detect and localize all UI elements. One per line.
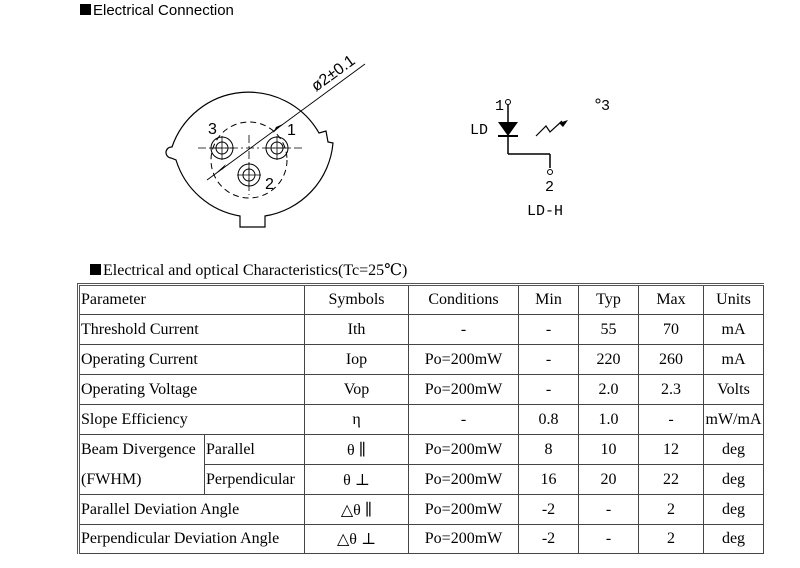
table-row xyxy=(80,375,764,405)
schematic-pin1-label: 1 xyxy=(495,98,505,115)
characteristics-table xyxy=(77,283,764,554)
param-cell: Beam Divergence xyxy=(80,435,205,465)
table-row xyxy=(80,345,764,375)
typ-cell: 55 xyxy=(579,315,639,345)
max-cell: 2.3 xyxy=(639,375,704,405)
pin-1 xyxy=(265,136,289,160)
section-title: Electrical Connection xyxy=(93,2,234,19)
min-cell: 16 xyxy=(519,465,579,495)
param-cell: Operating Current xyxy=(80,345,305,375)
min-cell: 0.8 xyxy=(519,405,579,435)
pin-label-3: 3 xyxy=(208,121,217,138)
schematic-ldh-label: LD-H xyxy=(527,203,564,220)
symbol-cell: Iop xyxy=(305,345,409,375)
diameter-dimension-line xyxy=(207,64,365,180)
param-cell: (FWHM) xyxy=(80,465,205,495)
schematic-ld-label: LD xyxy=(470,122,489,139)
laser-diode-schematic xyxy=(470,98,610,220)
subparam-cell: Perpendicular xyxy=(205,465,305,495)
table-row xyxy=(80,435,764,465)
condition-cell: - xyxy=(409,315,519,345)
param-cell: Operating Voltage xyxy=(80,375,305,405)
condition-cell: Po=200mW xyxy=(409,345,519,375)
header-units: Units xyxy=(704,286,764,315)
typ-cell: 10 xyxy=(579,435,639,465)
unit-cell: deg xyxy=(704,435,764,465)
symbol-cell: θ ⊥ xyxy=(305,465,409,495)
table-row xyxy=(80,465,764,495)
schematic-pin3-label: 3 xyxy=(601,98,611,115)
symbol-cell: θ ∥ xyxy=(305,435,409,465)
max-cell: 260 xyxy=(639,345,704,375)
condition-cell: Po=200mW xyxy=(409,525,519,554)
unit-cell: Volts xyxy=(704,375,764,405)
symbol-cell: △θ ⊥ xyxy=(305,525,409,554)
unit-cell: deg xyxy=(704,465,764,495)
typ-cell: - xyxy=(579,495,639,525)
max-cell: - xyxy=(639,405,704,435)
symbol-cell: Ith xyxy=(305,315,409,345)
symbol-cell: △θ ∥ xyxy=(305,495,409,525)
table-header-row xyxy=(80,286,764,315)
max-cell: 2 xyxy=(639,525,704,554)
typ-cell: 20 xyxy=(579,465,639,495)
unit-cell: deg xyxy=(704,525,764,554)
max-cell: 12 xyxy=(639,435,704,465)
min-cell: - xyxy=(519,345,579,375)
diameter-label: ø2±0.1 xyxy=(308,52,359,96)
min-cell: - xyxy=(519,315,579,345)
condition-cell: Po=200mW xyxy=(409,375,519,405)
param-cell: Slope Efficiency xyxy=(80,405,305,435)
schematic-pin2-label: 2 xyxy=(545,179,555,196)
header-typ: Typ xyxy=(579,286,639,315)
param-cell: Parallel Deviation Angle xyxy=(80,495,305,525)
header-parameter: Parameter xyxy=(80,286,305,315)
diode-triangle-icon xyxy=(498,122,518,136)
condition-cell: - xyxy=(409,405,519,435)
condition-cell: Po=200mW xyxy=(409,435,519,465)
typ-cell: 2.0 xyxy=(579,375,639,405)
max-cell: 70 xyxy=(639,315,704,345)
max-cell: 22 xyxy=(639,465,704,495)
table-row xyxy=(80,495,764,525)
typ-cell: - xyxy=(579,525,639,554)
typ-cell: 220 xyxy=(579,345,639,375)
unit-cell: mA xyxy=(704,345,764,375)
param-cell: Perpendicular Deviation Angle xyxy=(80,525,305,554)
package-outline xyxy=(166,92,333,227)
header-symbols: Symbols xyxy=(305,286,409,315)
table-row xyxy=(80,525,764,554)
header-max: Max xyxy=(639,286,704,315)
pin-3 xyxy=(210,136,234,160)
condition-cell: Po=200mW xyxy=(409,465,519,495)
pin-label-1: 1 xyxy=(287,122,296,139)
section-heading-characteristics xyxy=(90,262,407,280)
param-cell: Threshold Current xyxy=(80,315,305,345)
table-row xyxy=(80,405,764,435)
header-min: Min xyxy=(519,286,579,315)
pin-label-2: 2 xyxy=(265,176,274,193)
subparam-cell: Parallel xyxy=(205,435,305,465)
max-cell: 2 xyxy=(639,495,704,525)
table-row xyxy=(80,315,764,345)
symbol-cell: η xyxy=(305,405,409,435)
min-cell: 8 xyxy=(519,435,579,465)
unit-cell: mA xyxy=(704,315,764,345)
symbol-cell: Vop xyxy=(305,375,409,405)
min-cell: -2 xyxy=(519,525,579,554)
pin-2 xyxy=(237,163,261,187)
emission-arrow-icon xyxy=(536,121,562,136)
typ-cell: 1.0 xyxy=(579,405,639,435)
min-cell: -2 xyxy=(519,495,579,525)
min-cell: - xyxy=(519,375,579,405)
bullet-square-icon xyxy=(90,264,101,275)
condition-cell: Po=200mW xyxy=(409,495,519,525)
section-title: Electrical and optical Characteristics(Tc=25℃) xyxy=(103,262,408,279)
unit-cell: mW/mA xyxy=(704,405,764,435)
unit-cell: deg xyxy=(704,495,764,525)
header-conditions: Conditions xyxy=(409,286,519,315)
